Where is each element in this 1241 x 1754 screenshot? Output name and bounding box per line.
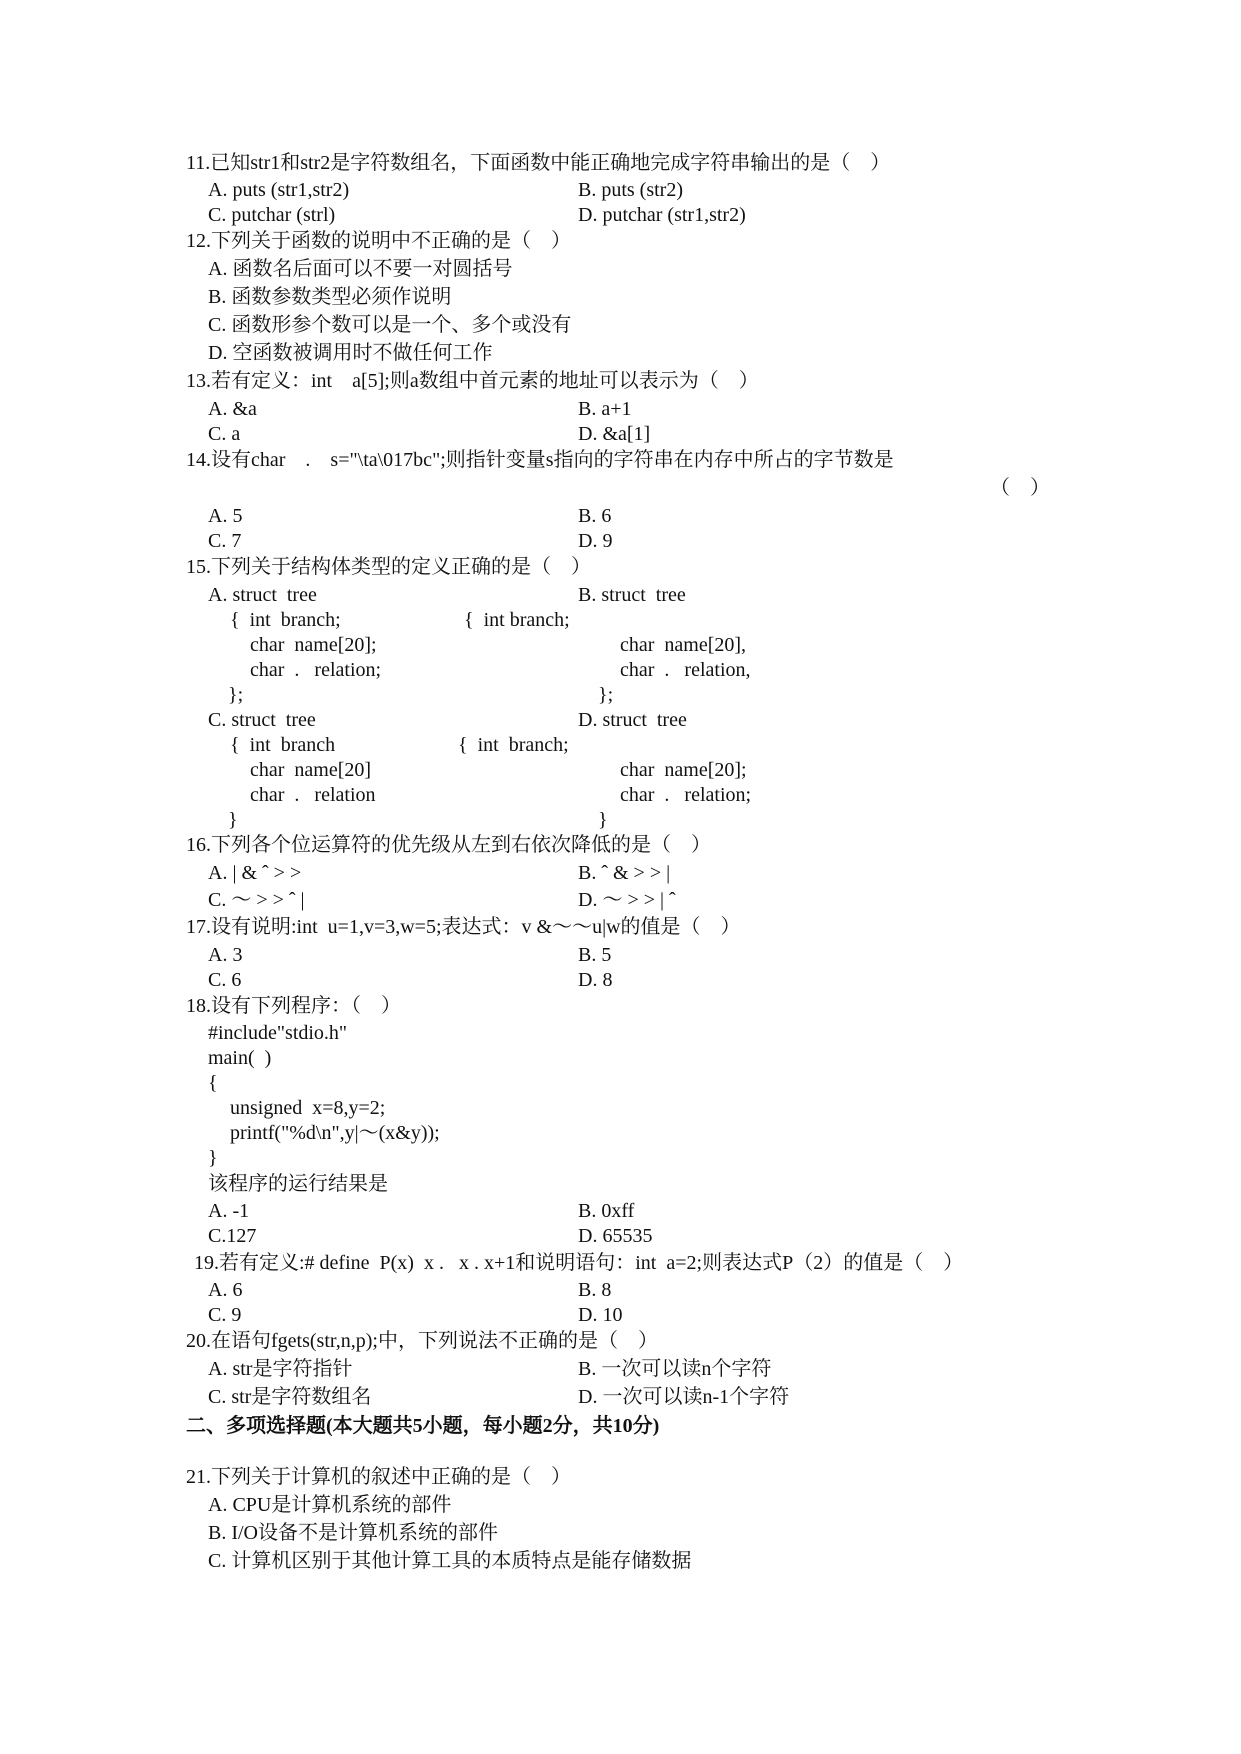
- q16-option-d: D. ～ > > | ˆ: [578, 889, 676, 911]
- q13-option-b: B. a+1: [578, 398, 632, 420]
- q19-option-a: A. 6: [208, 1279, 243, 1301]
- q11-option-c: C. putchar (strl): [208, 204, 336, 226]
- q21-option-c: C. 计算机区别于其他计算工具的本质特点是能存储数据: [208, 1550, 692, 1572]
- q21-stem: 21.下列关于计算机的叙述中正确的是（ ）: [186, 1466, 571, 1488]
- q12-option-a: A. 函数名后面可以不要一对圆括号: [208, 258, 513, 280]
- q14-answer-paren: （ ）: [990, 477, 1050, 499]
- q17-option-b: B. 5: [578, 944, 612, 966]
- q14-option-c: C. 7: [208, 530, 242, 552]
- q12-option-d: D. 空函数被调用时不做任何工作: [208, 342, 493, 364]
- q12-option-c: C. 函数形参个数可以是一个、多个或没有: [208, 314, 572, 336]
- q18-code-printf: printf("%d\n",y|～(x&y));: [230, 1122, 440, 1144]
- q17-option-d: D. 8: [578, 969, 613, 991]
- q15-c-line5: }: [228, 809, 238, 831]
- q20-option-a: A. str是字符指针: [208, 1358, 353, 1380]
- q11-option-a: A. puts (str1,str2): [208, 179, 350, 201]
- q12-stem: 12.下列关于函数的说明中不正确的是（ ）: [186, 230, 571, 252]
- q21-option-b: B. I/O设备不是计算机系统的部件: [208, 1522, 498, 1544]
- q15-b-line5: };: [598, 684, 614, 706]
- q18-code-close-brace: }: [208, 1147, 218, 1169]
- q15-a-line3: char name[20];: [250, 634, 377, 656]
- q13-option-c: C. a: [208, 423, 241, 445]
- q15-c-line2: { int branch: [230, 734, 336, 756]
- q18-result-prompt: 该程序的运行结果是: [208, 1173, 388, 1195]
- q15-d-line3: char name[20];: [620, 759, 747, 781]
- q17-stem: 17.设有说明:int u=1,v=3,w=5;表达式：v &～～u|w的值是（ ）: [186, 916, 741, 938]
- section-heading-multiple-choice: 二、多项选择题(本大题共5小题，每小题2分，共10分): [186, 1415, 660, 1437]
- q15-c-line4: char . relation: [250, 784, 376, 806]
- q18-code-main: main( ): [208, 1047, 272, 1069]
- q16-option-a: A. | & ˆ > >: [208, 862, 302, 884]
- q16-option-c: C. ～ > > ˆ |: [208, 889, 305, 911]
- q15-d-line1: D. struct tree: [578, 709, 687, 731]
- q17-option-a: A. 3: [208, 944, 243, 966]
- q15-b-line3: char name[20],: [620, 634, 747, 656]
- q13-option-d: D. &a[1]: [578, 423, 651, 445]
- q16-stem: 16.下列各个位运算符的优先级从左到右依次降低的是（ ）: [186, 834, 711, 856]
- q15-b-line2: { int branch;: [464, 609, 570, 631]
- q19-stem: 19.若有定义:# define P(x) x . x . x+1和说明语句：int a=2;则表达式P（2）的值是（ ）: [194, 1252, 964, 1274]
- q16-option-b: B. ˆ & > > |: [578, 862, 671, 884]
- q17-option-c: C. 6: [208, 969, 242, 991]
- q14-option-b: B. 6: [578, 505, 612, 527]
- q13-stem: 13.若有定义：int a[5];则a数组中首元素的地址可以表示为（ ）: [186, 370, 759, 392]
- q13-option-a: A. &a: [208, 398, 257, 420]
- q15-a-line4: char . relation;: [250, 659, 382, 681]
- q11-option-b: B. puts (str2): [578, 179, 683, 201]
- q11-stem: 11.已知str1和str2是字符数组名，下面函数中能正确地完成字符串输出的是（ ）: [186, 152, 891, 174]
- q18-code-include: #include"stdio.h": [208, 1022, 348, 1044]
- q18-code-open-brace: {: [208, 1072, 218, 1094]
- q15-a-line2: { int branch;: [230, 609, 341, 631]
- q20-option-b: B. 一次可以读n个字符: [578, 1358, 772, 1380]
- q15-b-line1: B. struct tree: [578, 584, 686, 606]
- q15-c-line3: char name[20]: [250, 759, 372, 781]
- q15-b-line4: char . relation,: [620, 659, 751, 681]
- q18-option-a: A. -1: [208, 1200, 250, 1222]
- q15-d-line4: char . relation;: [620, 784, 752, 806]
- q18-code-declaration: unsigned x=8,y=2;: [230, 1097, 386, 1119]
- q20-option-c: C. str是字符数组名: [208, 1386, 372, 1408]
- q18-option-c: C.127: [208, 1225, 257, 1247]
- q15-c-line1: C. struct tree: [208, 709, 316, 731]
- q15-a-line5: };: [228, 684, 244, 706]
- q14-stem: 14.设有char . s="\ta\017bc";则指针变量s指向的字符串在内存中所占的字节数是: [186, 449, 894, 471]
- q15-stem: 15.下列关于结构体类型的定义正确的是（ ）: [186, 556, 591, 578]
- q20-option-d: D. 一次可以读n-1个字符: [578, 1386, 790, 1408]
- q12-option-b: B. 函数参数类型必须作说明: [208, 286, 452, 308]
- q15-d-line2: { int branch;: [458, 734, 569, 756]
- q14-option-a: A. 5: [208, 505, 243, 527]
- q15-d-line5: }: [598, 809, 608, 831]
- q11-option-d: D. putchar (str1,str2): [578, 204, 746, 226]
- q19-option-d: D. 10: [578, 1304, 623, 1326]
- q18-stem: 18.设有下列程序：（ ）: [186, 995, 401, 1017]
- q21-option-a: A. CPU是计算机系统的部件: [208, 1494, 452, 1516]
- q18-option-d: D. 65535: [578, 1225, 653, 1247]
- q15-a-line1: A. struct tree: [208, 584, 317, 606]
- q18-option-b: B. 0xff: [578, 1200, 635, 1222]
- q14-option-d: D. 9: [578, 530, 613, 552]
- q19-option-c: C. 9: [208, 1304, 242, 1326]
- q19-option-b: B. 8: [578, 1279, 612, 1301]
- q20-stem: 20.在语句fgets(str,n,p);中，下列说法不正确的是（ ）: [186, 1330, 658, 1352]
